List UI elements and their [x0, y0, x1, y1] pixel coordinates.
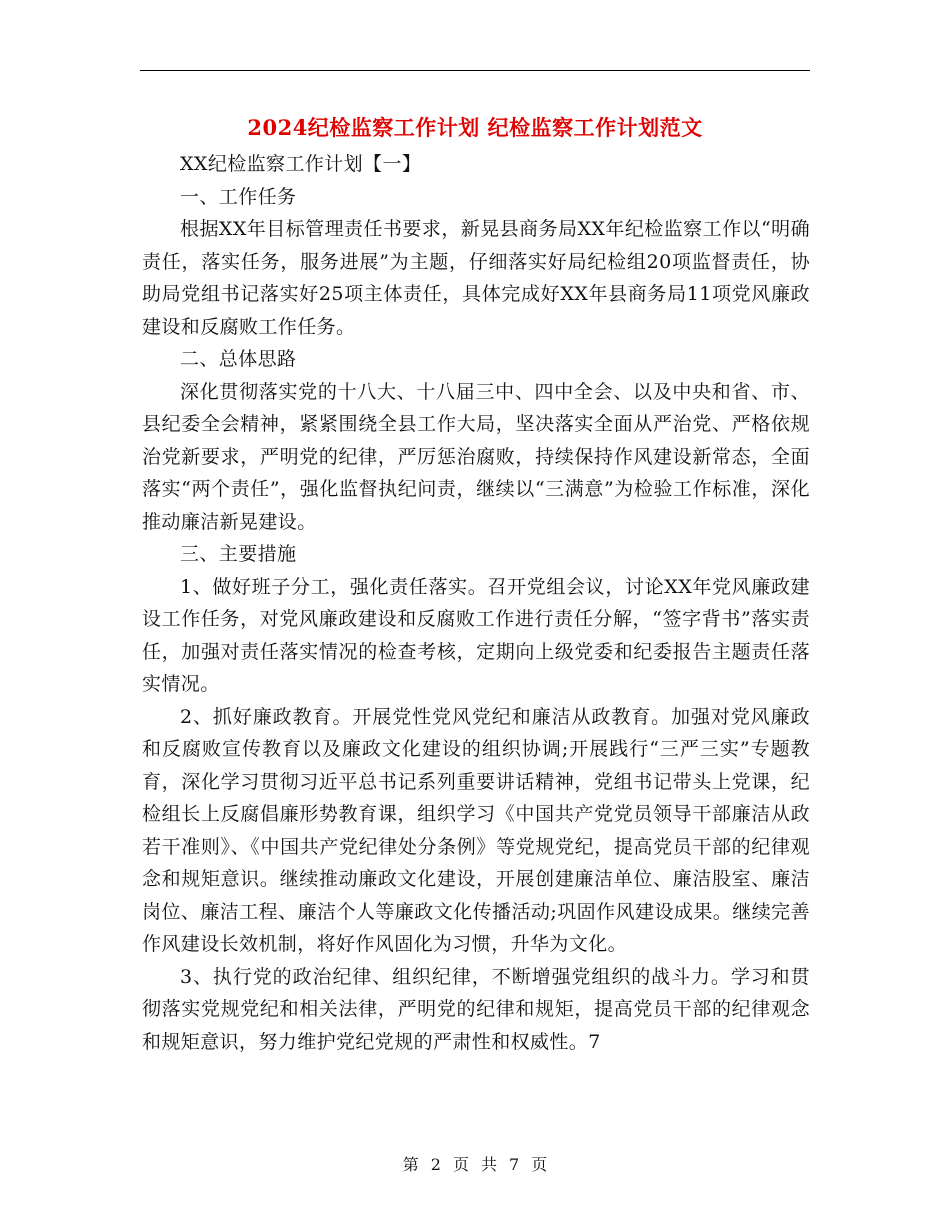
- paragraph: 深化贯彻落实党的十八大、十八届三中、四中全会、以及中央和省、市、县纪委全会精神，紧紧围绕全县工作大局，坚决落实全面从严治党、严格依规治党新要求，严明党的纪律，严厉惩治腐败，持续保持作风建设新常态，全面落实“两个责任”，强化监督执纪问责，继续以“三满意”为检验工作标准，深化推动廉洁新晃建设。: [142, 380, 810, 533]
- footer-gong: 共: [481, 1155, 498, 1174]
- document-body: [142, 148, 810, 1058]
- paragraph-heading: XX纪检监察工作计划【一】: [180, 153, 422, 175]
- paragraph: 2、抓好廉政教育。开展党性党风党纪和廉洁从政教育。加强对党风廉政和反腐败宣传教育以及廉政文化建设的组织协调;开展践行“三严三实”专题教育，深化学习贯彻习近平总书记系列重要讲话精神，党组书记带头上党课，纪检组长上反腐倡廉形势教育课，组织学习《中国共产党党员领导干部廉洁从政若干准则》、《中国共产党纪律处分条例》等党规党纪，提高党员干部的纪律观念和规矩意识。继续推动廉政文化建设，开展创建廉洁单位、廉洁股室、廉洁岗位、廉洁工程、廉洁个人等廉政文化传播活动;巩固作风建设成果。继续完善作风建设长效机制，将好作风固化为习惯，升华为文化。: [142, 705, 810, 955]
- section-heading-measures: 三、主要措施: [180, 543, 297, 565]
- page-footer: [0, 1153, 950, 1177]
- section-heading-tasks: 一、工作任务: [180, 185, 297, 208]
- section-heading-approach: 二、总体思路: [180, 348, 297, 370]
- header-rule: [140, 70, 810, 71]
- paragraph: 1、做好班子分工，强化责任落实。召开党组会议，讨论XX年党风廉政建设工作任务，对党风廉政建设和反腐败工作进行责任分解，“签字背书”落实责任，加强对责任落实情况的检查考核，定期向上级党委和纪委报告主题责任落实情况。: [142, 575, 810, 695]
- page-number: 2: [430, 1155, 441, 1174]
- paragraph: 3、执行党的政治纪律、组织纪律，不断增强党组织的战斗力。学习和贯彻落实党规党纪和相关法律，严明党的纪律和规矩，提高党员干部的纪律观念和规矩意识，努力维护党纪党规的严肃性和权威性。7: [142, 965, 810, 1053]
- footer-ye: 页: [452, 1155, 469, 1174]
- paragraph: 根据XX年目标管理责任书要求，新晃县商务局XX年纪检监察工作以“明确责任，落实任务，服务进展”为主题，仔细落实好局纪检组20项监督责任，协助局党组书记落实好25项主体责任，具体完成好XX年县商务局11项党风廉政建设和反腐败工作任务。: [142, 218, 810, 338]
- footer-di: 第: [402, 1155, 419, 1174]
- document-title: 2024纪检监察工作计划 纪检监察工作计划范文: [247, 115, 703, 140]
- page-total: 7: [509, 1155, 520, 1174]
- footer-ye2: 页: [531, 1155, 548, 1174]
